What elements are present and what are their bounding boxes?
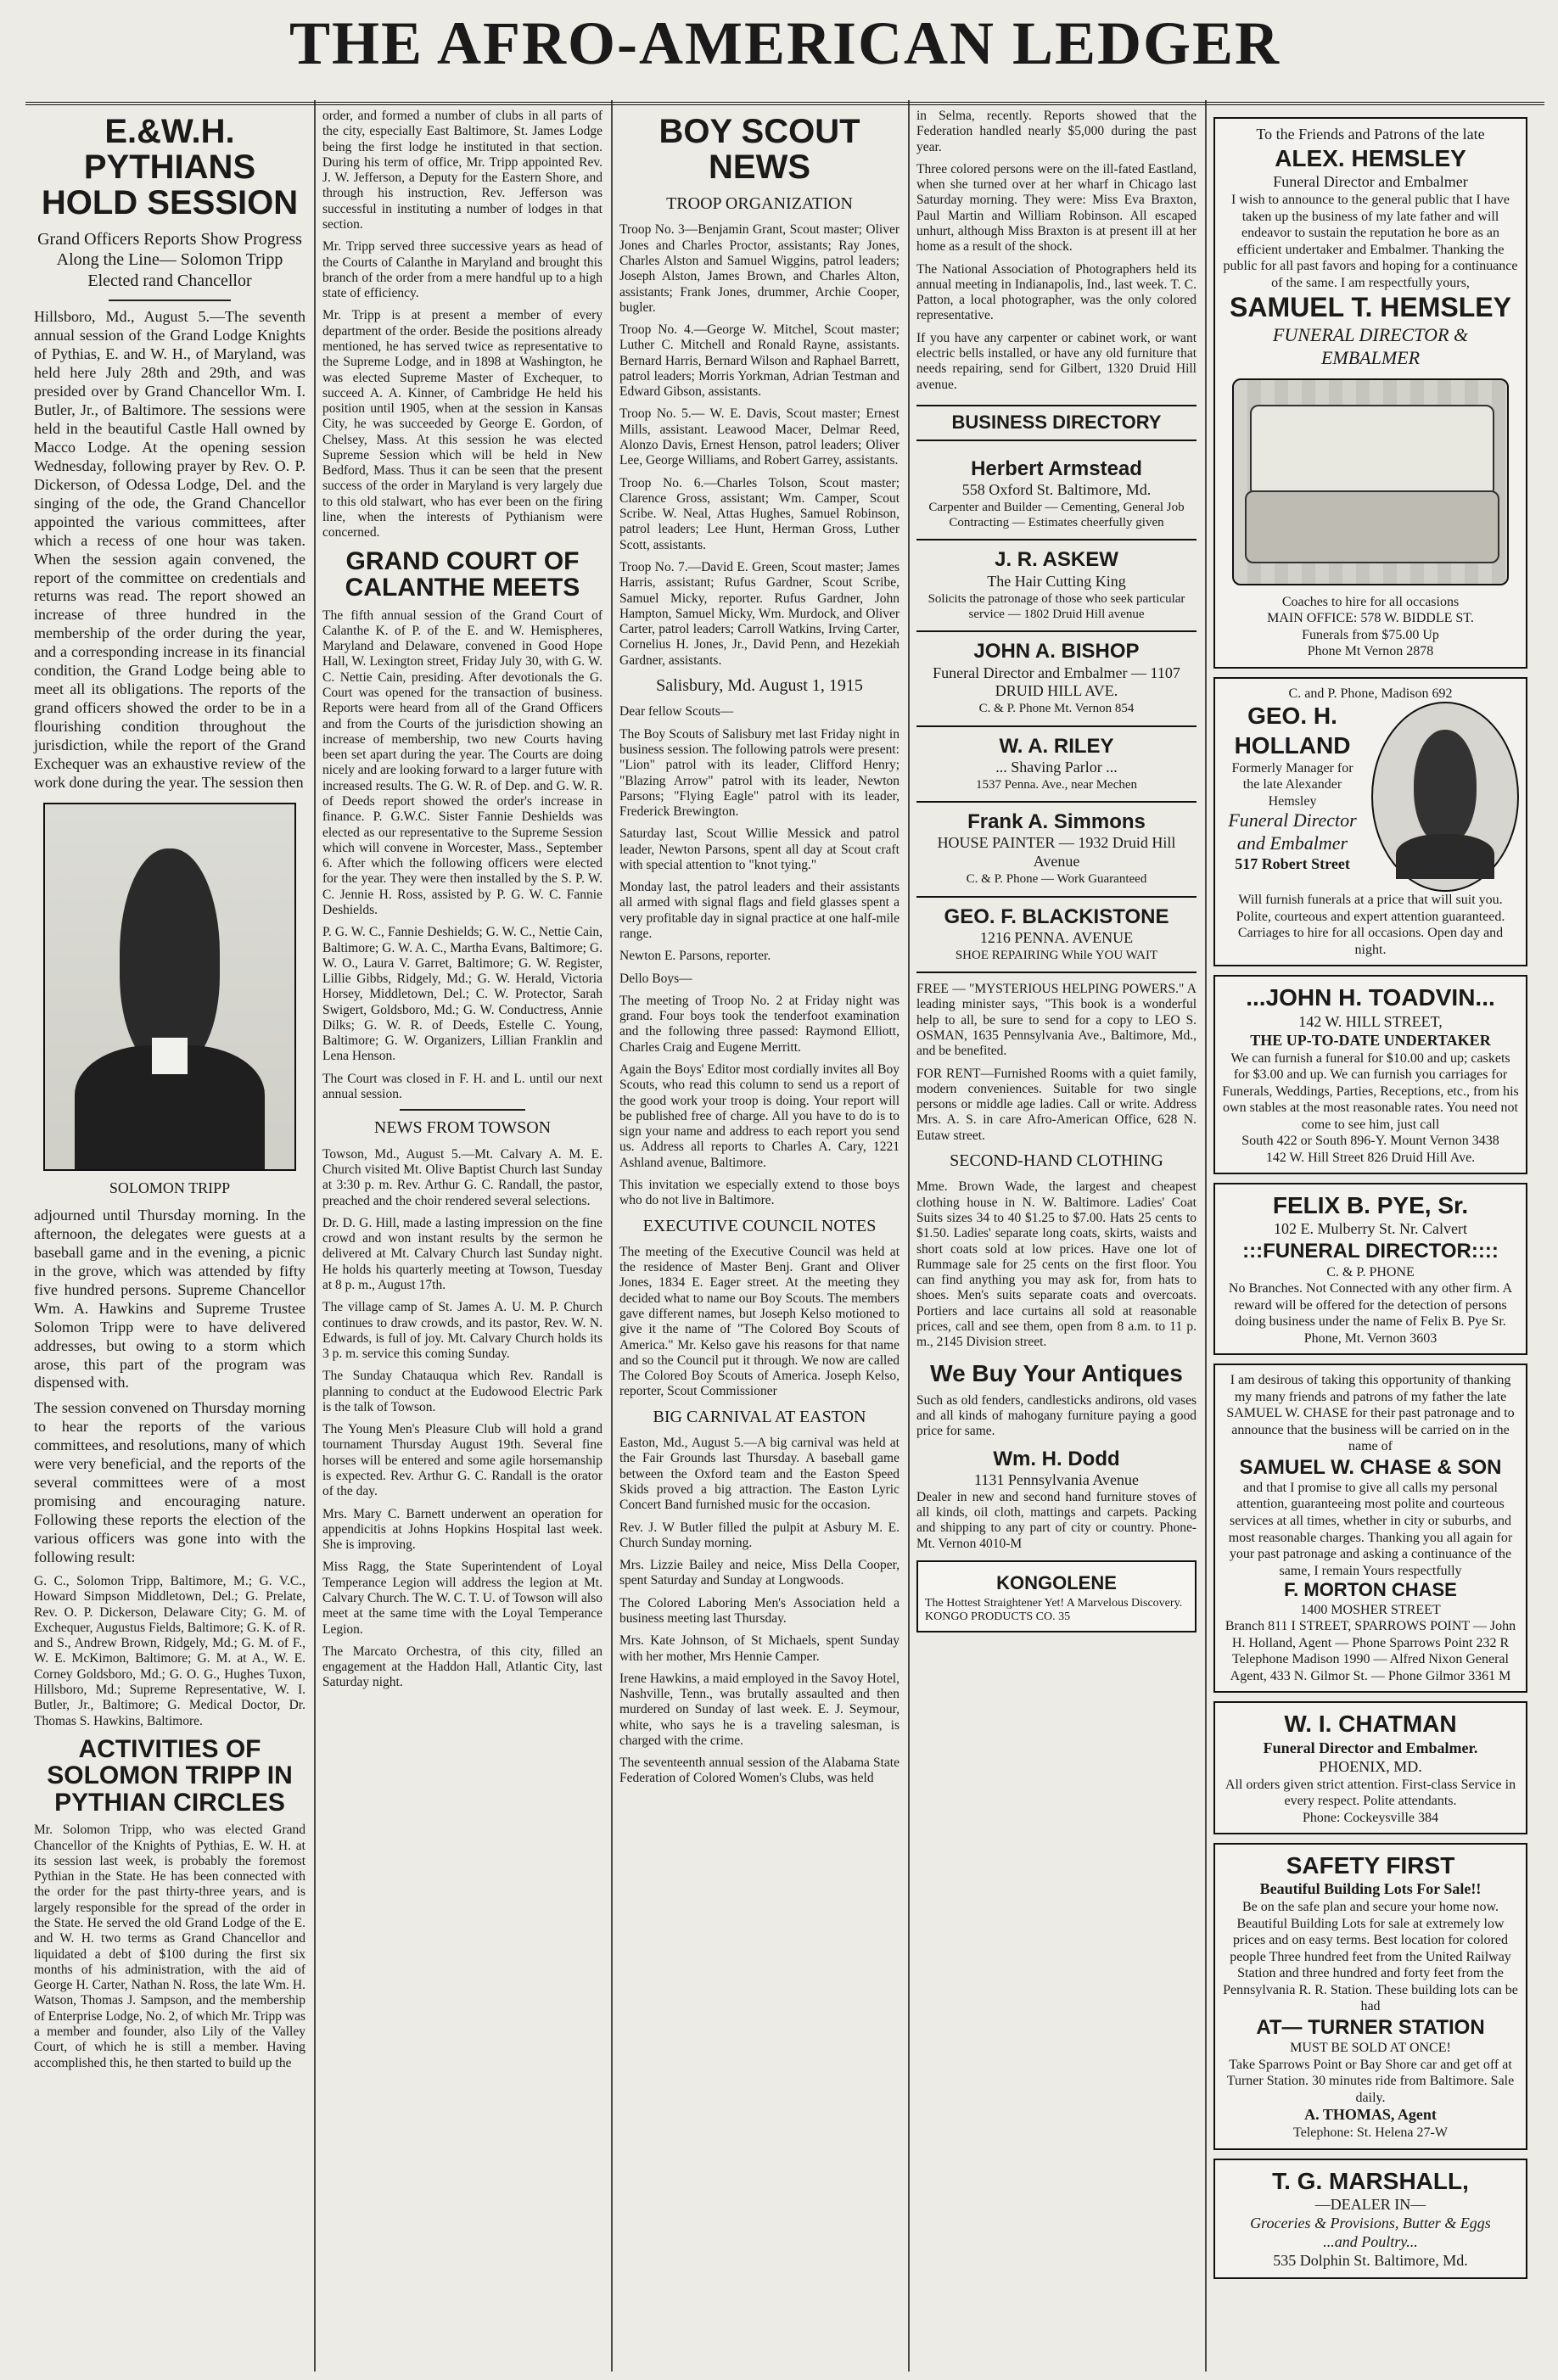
casket-illustration [1232, 378, 1509, 585]
holland-text: Will furnish funerals at a price that will suit you. Polite, courteous and expert attention guaranteed. Carriages to hire for all occasions. Open day and night. [1236, 893, 1505, 957]
article-paragraph: The session convened on Thursday morning to hear the reports of the various committees, and resolutions, many of which were very beneficial, and the reports of the several committees were of a most promising and encouraging nature. Following these reports the election of the various officers was gone into with the following result: [34, 1399, 305, 1566]
toadvin-left: South 422 or South 896-Y. Mount Vernon 3438 [1241, 1134, 1499, 1149]
article-paragraph: Monday last, the patrol leaders and their assistants all armed with signal flags and field glasses spent a very profitable day in signal practice at one half-mile range. [619, 880, 899, 942]
directory-desc: C. & P. Phone Mt. Vernon 854 [978, 702, 1135, 716]
chatman-role: Funeral Director and Embalmer. [1263, 1739, 1478, 1756]
article-paragraph: The Court was closed in F. H. and L. until our next annual session. [322, 1071, 602, 1102]
column-rule [314, 100, 316, 2372]
article-paragraph: The meeting of the Executive Council was held at the residence of Master Benj. Grant and Oliver Jones, 1834 E. Eager street. At the meeting they decided what to name our Boy Scouts. The members gave different names, but Joseph Kelso motioned to give it the name of "The Colored Boy Scouts of America." Mr. Kelso gave his reasons for that name and so the Council put it through. We now are called The Colored Boy Scouts of America. Joseph Kelso, reporter, Scout Commissioner [619, 1244, 899, 1399]
morton-name: F. MORTON CHASE [1284, 1579, 1457, 1601]
pye-telephone: Phone, Mt. Vernon 3603 [1303, 1330, 1438, 1346]
chase-intro: I am desirous of taking this opportunity of thanking my many friends and patrons of my father the late SAMUEL W. CHASE for their past patronage and to announce that the business will be carried on in the name of [1226, 1373, 1515, 1454]
directory-entry [916, 540, 1197, 632]
turner-note: Take Sparrows Point or Bay Shore car and get off at Turner Station. 30 minutes ride from Baltimore. Sale daily. [1226, 2057, 1515, 2105]
dodd-desc: Dealer in new and second hand furniture stoves of all kinds, oil cloth, mattings and carpets. Packing and shipping to any part of city or country. Phone-Mt. Vernon 4010-M [916, 1489, 1197, 1551]
directory-desc: Carpenter and Builder — Cementing, General Job Contracting — Estimates cheerfully given [928, 500, 1185, 530]
chatman-name: W. I. CHATMAN [1284, 1711, 1457, 1738]
hemsley-title: Funeral Director and Embalmer [1273, 173, 1468, 191]
directory-desc: Solicits the patronage of those who seek particular service — 1802 Druid Hill avenue [928, 591, 1185, 621]
directory-desc: SHOE REPAIRING While YOU WAIT [955, 948, 1158, 962]
holland-phone: C. and P. Phone, Madison 692 [1288, 686, 1453, 701]
hemsley-text: I wish to announce to the general public that I have taken up the business of my late father and will endeavor to sustain the reputation he bore as an efficient undertaker and Embalmer. Thanking the public for all past favors and hoping for a continuance of the same. I am respectfully yours, [1223, 193, 1518, 290]
business-directory-title: BUSINESS DIRECTORY [916, 405, 1197, 441]
directory-entry [916, 632, 1197, 726]
hemsley-name: ALEX. HEMSLEY [1275, 144, 1466, 171]
article-paragraph: The seventeenth annual session of the Alabama State Federation of Colored Women's Clubs, was held [619, 1756, 899, 1786]
photo-collar [152, 1038, 187, 1074]
toadvin-name: ...JOHN H. TOADVIN... [1246, 984, 1495, 1011]
separator [109, 300, 231, 301]
chatman-phone: Phone: Cockeysville 384 [1303, 1810, 1438, 1825]
article-paragraph: Mrs. Mary C. Barnett underwent an operation for appendicitis at Johns Hopkins Hospital last week. She is improving. [322, 1506, 602, 1553]
article-paragraph: P. G. W. C., Fannie Deshields; G. W. C., Nettie Cain, Baltimore; G. W. A. C., Martha Evans, Baltimore; G. W. O., Laura V. Garret, Baltimore; G. W. Register, Lillie Gibbs, Ridgely, Md.; G. W. Herald, Victoria Horsey, Middletown, Del.; C. W. Protector, Sarah Swigert, Goldsboro, Md.; G. W. Conductress, Annie Dilks; G. W. R. of Deeds, Estelle C. Young, Baltimore; G. W. Organizers, Lillian Franklin and Lena Henson. [322, 925, 602, 1064]
subhead-carnival: BIG CARNIVAL AT EASTON [653, 1407, 866, 1426]
column-rule [1205, 100, 1207, 2372]
portrait-face [1414, 730, 1477, 845]
marshall-name: T. G. MARSHALL, [1272, 2167, 1469, 2194]
article-paragraph: Mr. Solomon Tripp, who was elected Grand Chancellor of the Knights of Pythias, E. W. H. at its session last week, is probably the foremost Pythian in the State. He has been connected with the order for the past thirty-three years, and is largely responsible for the spread of the order in the State. He served the old Grand Lodge of the E. and W. H. two terms as Grand Chancellor and liquidated a debt of $100 during the first six months of his administration, with the aid of George H. Carter, Nathan N. Ross, the late Wm. H. Watson, Thomas J. Sampson, and the membership of Enterprise Lodge, No. 2, of which Mr. Tripp was a member and founder, also Lily of the Valley Court, of which he is still a member. Having accomplished this, he then started to build up the [34, 1823, 305, 2070]
article-paragraph: Three colored persons were on the ill-fated Eastland, when she turned over at her wharf in Chicago last Saturday morning. They were: Miss Eva Braxton, Paul Martin and William Robinson. All escaped unhurt, although Miss Braxton is at present ill at her home as a result of the shock. [916, 161, 1197, 255]
directory-address: HOUSE PAINTER — 1932 Druid Hill Avenue [937, 834, 1176, 871]
holland-sub: Formerly Manager for the late Alexander Hemsley [1231, 760, 1353, 809]
marshall-text2: ...and Poultry... [1323, 2232, 1418, 2250]
article-paragraph: Troop No. 3—Benjamin Grant, Scout master; Oliver Jones and Charles Proctor, assistants; Ray Jones, Charles Alston and Samuel Wiggins, patrol leaders; Joseph Alston, James Brown, and Charles Alton, assistants; Frank Jones, drummer, Archie Cooper, bugler. [619, 222, 899, 315]
article-paragraph: The fifth annual session of the Grand Court of Calanthe K. of P. of the E. and W. Hemispheres, Maryland and Delaware, convened in Good Hope Hall, W. Lexington street, Friday July 30, with G. W. C. Nettie Cain, presiding. After devotionals the G. Court was opened for the transaction of business. Reports were heard from all of the Grand Officers and from the Courts of the jurisdiction showing an increase of membership, two new Courts having been set apart during the year. The Courts are doing nicely and are looking forward to a larger future with increased results. The G. W. R. of Dep. and G. W. R. of Deeds report showed the order's increase in finance. P. G.W.C. Sister Fannie Deshields was elected as our representative to the Supreme Session which will convene in Worcester, Mass., September 6. After which the following officers were elected for the year. They were then installed by the S. P. W. C. Jennie H. Ross, assisted by P. G. W. C. Fannie Deshields. [322, 608, 602, 917]
headline-calanthe: GRAND COURT OF CALANTHE MEETS [345, 546, 580, 602]
article-paragraph: If you have any carpenter or cabinet work, or want electric bells installed, or have any old furniture that needs repairing, send for Gilbert, 1320 Druid Hill avenue. [916, 330, 1197, 392]
column-rule [611, 100, 613, 2372]
column-1 [34, 109, 305, 2078]
directory-name: JOHN A. BISHOP [973, 640, 1140, 664]
column-3 [619, 109, 899, 1794]
directory-desc: 1537 Penna. Ave., near Mechen [975, 777, 1138, 792]
chase-text: and that I promise to give all calls my personal attention, guaranteeing most polite and courteous services at all times, whether in city or suburbs, and most reasonable charges. Thanking you all again for your past patronage and asking a continuance of the same, I remain Yours respectfully [1228, 1480, 1513, 1578]
article-paragraph: Troop No. 4.—George W. Mitchel, Scout master; Luther C. Mitchell and Ronald Rayne, assistants. Bernard Harris, Bernard Wilson and Raphael Barrett, patrol leaders; Morris Yorkman, Adrian Testman and Edward Gibson, assistants. [619, 322, 899, 400]
pye-ad [1213, 1183, 1527, 1355]
chatman-ad [1213, 1701, 1527, 1834]
hemsley-ad [1213, 117, 1527, 669]
article-paragraph: The Young Men's Pleasure Club will hold a grand tournament Thursday August 19th. Several fine horses will be entered and some agile horsemanship is expected. Rev. Arthur G. C. Randall is the orator of the day. [322, 1422, 602, 1499]
chase-ad [1213, 1364, 1527, 1693]
separator [400, 1109, 526, 1111]
toadvin-ad [1213, 975, 1527, 1174]
toadvin-tagline: THE UP-TO-DATE UNDERTAKER [1250, 1031, 1491, 1049]
directory-name: GEO. F. BLACKISTONE [944, 904, 1169, 928]
headline-deck: Grand Officers Reports Show Progress Along the Line— Solomon Tripp Elected rand Chancellor [37, 230, 302, 290]
turner-station: AT— TURNER STATION [1256, 2015, 1485, 2039]
agent-name: A. THOMAS, Agent [1304, 2106, 1437, 2124]
pye-address: 102 E. Mulberry St. Nr. Calvert [1274, 1220, 1467, 1238]
column-4 [916, 109, 1197, 1632]
headline-boy-scout: BOY SCOUT NEWS [659, 113, 860, 186]
chase-name: SAMUEL W. CHASE & SON [1239, 1455, 1502, 1479]
holland-ad [1213, 677, 1527, 967]
marshall-sub: —DEALER IN— [1314, 2195, 1426, 2213]
portrait-photo [43, 803, 296, 1171]
hemsley-phone: Phone Mt Vernon 2878 [1307, 644, 1434, 659]
directory-name: W. A. RILEY [999, 734, 1114, 758]
marshall-text1: Groceries & Provisions, Butter & Eggs [1250, 2214, 1491, 2232]
article-paragraph: Towson, Md., August 5.—Mt. Calvary A. M. E. Church visited Mt. Olive Baptist Church last Sunday at 3:30 p. m. Rev. Arthur G. C. Randall, the pastor, preached and the choir rendered several selections. [322, 1146, 602, 1208]
casket-base [1245, 490, 1499, 563]
article-paragraph: The Marcato Orchestra, of this city, filled an engagement at the Haddon Hall, Atlantic City, last Saturday night. [322, 1644, 602, 1690]
salutation: Dear fellow Scouts— [619, 704, 734, 720]
column-2 [322, 109, 602, 1698]
article-paragraph: Miss Ragg, the State Superintendent of Loyal Temperance Legion will address the legion at Mt. Calvary Church. The W. C. T. U. of Towson will also meet at the same time with the Loyal Temperance Legion. [322, 1560, 602, 1637]
article-paragraph: Mr. Tripp served three successive years as head of the Courts of Calanthe in Maryland and brought this branch of the order from a mere handful up to a high state of efficiency. [322, 239, 602, 301]
article-paragraph: Irene Hawkins, a maid employed in the Savoy Hotel, Nashville, Tenn., was brutally assaulted and then murdered on Sunday of last week. E. J. Seymour, white, who says he is a traveling salesman, is charged with the crime. [619, 1671, 899, 1748]
directory-entry [916, 727, 1197, 804]
article-paragraph: The meeting of Troop No. 2 at Friday night was grand. Four boys took the tenderfoot examination and the following three passed: Raymond Elliott, Charles Craig and Eugene Merritt. [619, 993, 899, 1055]
main-office: MAIN OFFICE: 578 W. BIDDLE ST. [1267, 611, 1474, 626]
article-paragraph: Easton, Md., August 5.—A big carnival was held at the Fair Grounds last Thursday. A baseball game between the Oxford team and the Easton Speed Skids proved a big attraction. The Easton Lyric Concert Band furnished music for the occasion. [619, 1436, 899, 1513]
directory-name: Herbert Armstead [971, 456, 1142, 480]
for-rent-notice: FOR RENT—Furnished Rooms with a quiet family, modern conveniences. Suitable for two single persons or middle age ladies. Call or write. Address Mrs. A. S. in care Afro-American Office, 628 N. Eutaw street. [916, 1066, 1197, 1143]
article-paragraph: in Selma, recently. Reports showed that the Federation handled nearly $5,000 during the past year. [916, 109, 1197, 154]
article-paragraph: Troop No. 7.—David E. Green, Scout master; James Harris, assistant; Rufus Gardner, Scout Scribe, Samuel Micky, reporter. Rufus Gardner, John Hampton, Samuel Micky, Wm. Murdock, and Oliver Carter, patrol leaders; Carroll Watkins, Irving Carter, Cornelius H. Jones, Jr., David Penn, and Hezekiah Gardner, assistants. [619, 560, 899, 668]
article-paragraph: Mr. Tripp is at present a member of every department of the order. Beside the positions already mentioned, he has served twice as representative to the Supreme Lodge, and in 1898 at Washington, he was elected Supreme Master of Exchequer, to succeed A. A. Kinner, of Cambridge He held his position until 1905, when at the session in Kansas City, he was succeeded by George E. Gordon, of Chelsey, Mass. At this session he was elected Supreme Session which will be held in New Bedford, Mass. Thus it can be seen that the present success of the order in Maryland is very largely due to this old stalwart, who has ever been on the firing line, when the interests of Pythianism were concerned. [322, 308, 602, 540]
dateline: Salisbury, Md. August 1, 1915 [656, 675, 863, 695]
dodd-address: 1131 Pennsylvania Avenue [974, 1470, 1139, 1488]
article-paragraph: Troop No. 6.—Charles Tolson, Scout master; Clarence Gross, assistant; Wm. Camper, Scout Scribe. W. Neal, Attas Hughes, Samuel Robinson, patrol leaders; Lee Hunt, Herman Gross, Luther Scott, assistants. [619, 475, 899, 552]
pye-role: :::FUNERAL DIRECTOR:::: [1242, 1240, 1499, 1263]
directory-address: 1216 PENNA. AVENUE [979, 928, 1134, 946]
agent-phone: Telephone: St. Helena 27-W [1293, 2125, 1448, 2141]
article-paragraph: This invitation we especially extend to those boys who do not live in Baltimore. [619, 1177, 899, 1208]
article-paragraph: The village camp of St. James A. U. M. P. Church continues to draw crowds, and its pastor, Rev. W. N. Edwards, is full of joy. Mt. Calvary Church holds its 3 p. m. service this coming Sunday. [322, 1300, 602, 1362]
directory-entry [916, 450, 1197, 541]
article-paragraph: order, and formed a number of clubs in all parts of the city, especially East Baltimore, St. James Lodge being the first lodge he instituted in that section. During his term of office, Mr. Tripp appointed Rev. J. W. Jefferson, a Deputy for the Eastern Shore, and through his instruction, Rev. Jefferson was successful in instituting a number of lodges in that section. [322, 109, 602, 232]
directory-address: Funeral Director and Embalmer — 1107 DRUID HILL AVE. [933, 664, 1180, 700]
directory-address: 558 Oxford St. Baltimore, Md. [961, 480, 1152, 498]
article-paragraph: Rev. J. W Butler filled the pulpit at Asbury M. E. Church Sunday morning. [619, 1520, 899, 1550]
headline-pythians: E.&W.H. PYTHIANS HOLD SESSION [41, 113, 299, 221]
pye-name: FELIX B. PYE, Sr. [1272, 1192, 1469, 1219]
photo-head [120, 848, 220, 1067]
branch-right: Telephone Madison 1990 — Alfred Nixon General Agent, 433 N. Gilmor St. — Phone Gilmor 3361 M [1230, 1652, 1511, 1683]
safety-tagline: Beautiful Building Lots For Sale!! [1259, 1880, 1482, 1898]
samuel-name: SAMUEL T. HEMSLEY [1230, 292, 1511, 323]
directory-name: J. R. ASKEW [995, 548, 1118, 572]
masthead-title: THE AFRO-AMERICAN LEDGER [289, 9, 1281, 77]
safety-text: Be on the safe plan and secure your home now. Beautiful Building Lots for sale at extremely low prices and on easy terms. Best location for colored people Three hundred feet from the United Railway Station and three hundred and forty feet from the Pennsylvania R. R. Station. These building lots can be had [1223, 1900, 1518, 2014]
kongolene-title: KONGOLENE [996, 1571, 1117, 1593]
kongolene-ad [916, 1560, 1197, 1632]
safety-ad [1213, 1843, 1527, 2150]
article-paragraph: The Sunday Chatauqua which Rev. Randall is planning to conduct at the Eudowood Electric Park is the talk of Towson. [322, 1369, 602, 1414]
signoff: Newton E. Parsons, reporter. [619, 949, 771, 964]
marshall-address: 535 Dolphin St. Baltimore, Md. [1273, 2251, 1468, 2269]
article-paragraph: Mrs. Lizzie Bailey and neice, Miss Della Cooper, spent Saturday and Sunday at Longwoods. [619, 1558, 899, 1588]
chatman-place: PHOENIX, MD. [1319, 1757, 1422, 1775]
marshall-ad [1213, 2159, 1527, 2279]
article-paragraph: Dr. D. G. Hill, made a lasting impression on the fine crowd and won instant results by the sermon he delivered at Mt. Calvary Church last Sunday night. He holds his quarterly meeting at Towson, Tuesday at 8 p. m., August 17th. [322, 1215, 602, 1292]
article-paragraph: Saturday last, Scout Willie Messick and patrol leader, Newton Parsons, spent all day at Scout craft with special attention to "knot tying." [619, 826, 899, 872]
article-paragraph: The Colored Laboring Men's Association held a business meeting last Thursday. [619, 1595, 899, 1626]
masthead [25, 8, 1544, 105]
headline-towson: NEWS FROM TOWSON [373, 1118, 552, 1138]
article-paragraph: Hillsboro, Md., August 5.—The seventh annual session of the Grand Lodge Knights of Pythias, E. and W. H., of Maryland, was held here July 28th and 29th, and was presided over by Grand Chancellor Wm. I. Butler, Jr., of Baltimore. The sessions were held in the beautiful Castle Hall owned by Macco Lodge. At the opening session Wednesday, following prayer by Rev. O. P. Dickerson, of Odessa Lodge, Del. and the singing of the ode, the Grand Chancellor appointed the various committees, after which a recess of one hour was taken. When the session again convened, the report of the committee on credentials and returns was read. The report showed an increase of three hundred in the membership of the order during the year, and a corresponding increase in its financial condition, the Grand Lodge being able to meet all its obligations. The reports of the grand officers showed the order to be in a flourishing condition throughout the jurisdiction, while the report of the Grand Exchequer was an exhaustive review of the work done during the year. The session then [34, 308, 305, 791]
directory-name: Frank A. Simmons [967, 810, 1146, 834]
directory-address: ... Shaving Parlor ... [995, 758, 1118, 776]
article-paragraph: G. C., Solomon Tripp, Baltimore, M.; G. V.C., Howard Simpson Middletown, Del.; G. Prelate, Rev. O. P. Dickerson, Delaware City; G. M. of Exchequer, Augustus Fields, Baltimore; G. K. of R. and S., Andrew Brown, Ridgely, Md.; G. M. of F., W. E. McKimon, Baltimore; G. M. at A., W. E. Corney Goldsboro, Md.; G. O. G., Hughes Tuxon, Hillsboro, Md.; Supreme Representative, W. I. Butler, Jr., Baltimore; G. Medical Doctor, Dr. Thomas S. Hawkins, Baltimore. [34, 1574, 305, 1728]
article-paragraph: The National Association of Photographers held its annual meeting in Indianapolis, Ind., last week. T. C. Patton, a local photographer, was the only colored representative. [916, 261, 1197, 323]
free-notice: FREE — "MYSTERIOUS HELPING POWERS." A leading minister says, "This book is a wonderful help to all, be sure to send for a copy to LEO S. OSMAN, 1635 Pennsylvania Ave., Baltimore, Md., and be benefited. [916, 982, 1197, 1059]
directory-entry [916, 803, 1197, 897]
second-hand-title: SECOND-HAND CLOTHING [950, 1151, 1163, 1171]
article-paragraph: adjourned until Thursday morning. In the afternoon, the delegates were guests at a baseball game and in the evening, a picnic in the grove, which was attended by fifty five hundred persons. Supreme Chancellor Wm. A. Hawkins and Supreme Trustee Solomon Tripp were to have delivered addresses, but owing to a storm which arose, this part of the program was dispensed with. [34, 1206, 305, 1392]
toadvin-right: 142 W. Hill Street 826 Druid Hill Ave. [1265, 1150, 1476, 1165]
photo-caption: SOLOMON TRIPP [109, 1179, 231, 1196]
hemsley-intro: To the Friends and Patrons of the late [1256, 126, 1485, 143]
samuel-title: FUNERAL DIRECTOR & EMBALMER [1272, 324, 1469, 369]
article-paragraph: The Boy Scouts of Salisbury met last Friday night in business session. The following patrols were present: "Lion" patrol with its leader, Clifford Henry; "Blazing Arrow" patrol with its leader, Newton Parsons; "Flying Eagle" patrol with its leader, Frederick Brewington. [619, 726, 899, 820]
funerals-price: Funerals from $75.00 Up [1302, 627, 1439, 642]
toadvin-text: We can furnish a funeral for $10.00 and up; caskets for $3.00 and up. We can furnish you carriages for Funerals, Weddings, Parties, Receptions, etc., from his own stables at the most reasonable rates. You need not come to see him, just call [1222, 1050, 1519, 1132]
directory-desc: C. & P. Phone — Work Guaranteed [966, 872, 1147, 887]
subhead-troop: TROOP ORGANIZATION [666, 194, 853, 213]
toadvin-address: 142 W. HILL STREET, [1298, 1012, 1443, 1030]
antiques-text: Such as old fenders, candlesticks andirons, old vases and all kinds of mahogany furniture paying a good price for same. [916, 1392, 1197, 1439]
casket-lid [1250, 405, 1494, 498]
morton-address: 1400 MOSHER STREET [1300, 1602, 1441, 1617]
column-rule [908, 100, 910, 2372]
article-paragraph: Again the Boys' Editor most cordially invites all Boy Scouts, who read this column to send us a report of the good work your troop is doing. Your report will be published free of charge. All you have to do is to sign your name and address to each report you send us. Address all reports to Charles A. Cary, 1221 Ashland avenue, Baltimore. [619, 1062, 899, 1170]
article-paragraph: Mrs. Kate Johnson, of St Michaels, spent Sunday with her mother, Mrs Hennie Camper. [619, 1633, 899, 1664]
antiques-title: We Buy Your Antiques [930, 1359, 1183, 1386]
pye-phone-label: C. & P. PHONE [1326, 1264, 1415, 1280]
salutation: Dello Boys— [619, 971, 692, 986]
article-paragraph: Troop No. 5.— W. E. Davis, Scout master; Ernest Mills, assistant. Leawood Macer, Delmar Reed, Alonzo Davis, Ernest Henson, patrol leaders; Oliver Lee, George Williams, and Robert Garrey, assistants. [619, 406, 899, 468]
pye-text: No Branches. Not Connected with any other firm. A reward will be offered for the detection of persons doing business under the name of Felix B. Pye Sr. [1228, 1281, 1513, 1330]
turner-sub: MUST BE SOLD AT ONCE! [1290, 2041, 1451, 2056]
holland-address: 517 Robert Street [1235, 854, 1350, 872]
holland-portrait [1371, 702, 1519, 892]
portrait-coat [1396, 834, 1494, 879]
directory-address: The Hair Cutting King [987, 572, 1126, 590]
directory-entry [916, 898, 1197, 974]
column-5 [1213, 109, 1527, 2288]
subhead-exec: EXECUTIVE COUNCIL NOTES [642, 1216, 877, 1235]
branch-left: Branch 811 I STREET, SPARROWS POINT — John H. Holland, Agent — Phone Sparrows Point 232 R [1225, 1619, 1516, 1650]
chatman-text: All orders given strict attention. First-class Service in every respect. Polite attendants. [1225, 1777, 1516, 1809]
safety-head: SAFETY FIRST [1286, 1852, 1455, 1879]
dodd-name: Wm. H. Dodd [993, 1447, 1120, 1470]
headline-activities: ACTIVITIES OF SOLOMON TRIPP IN PYTHIAN CIRCLES [47, 1734, 293, 1817]
coaches-line: Coaches to hire for all occasions [1281, 594, 1460, 609]
holland-name: GEO. H. HOLLAND [1234, 703, 1351, 759]
kongolene-text: The Hottest Straightener Yet! A Marvelous Discovery. KONGO PRODUCTS CO. 35 [925, 1597, 1183, 1624]
holland-role: Funeral Director and Embalmer [1228, 809, 1357, 854]
second-hand-text: Mme. Brown Wade, the largest and cheapest clothing house in N. W. Baltimore. Ladies' Coat Suits sizes 34 to 40 $1.25 to $7.00. Hats 25 cents to $1.50. Ladies' separate long coats, skirts, waists and short coats sold at low prices. Have one lot of Rummage sale for 25 cents on the first floor. You can find anything you may ask for, from hats to shoes. Men's suits separate coats and overcoats. Portiers and lace curtains all sold at reasonable prices, call and see them, open from 8 a.m. to 11 p. m., 2145 Division street. [916, 1179, 1197, 1350]
